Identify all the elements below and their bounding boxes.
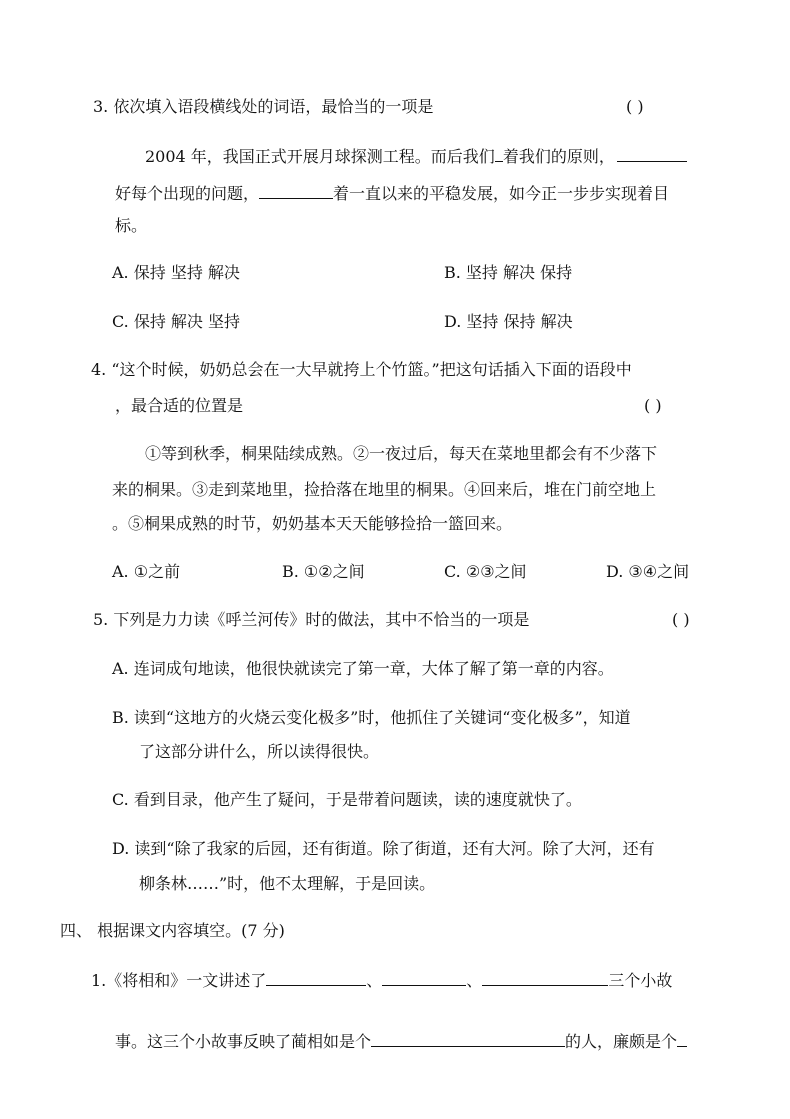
q5-option-b-line-1[interactable]: B. 读到“这地方的火烧云变化极多”时，他抓住了关键词“变化极多”，知道 — [112, 708, 631, 727]
q5-option-d-line-2: 柳条林……”时，他不太理解，于是回读。 — [139, 874, 436, 893]
q5-answer-paren[interactable]: ( ) — [672, 610, 690, 629]
s4-q1-separator: 、 — [366, 971, 383, 990]
s4-q1-blank-2[interactable] — [382, 969, 466, 986]
q4-option-d[interactable]: D. ③④之间 — [606, 562, 690, 581]
q3-blank-1[interactable] — [495, 145, 503, 162]
q3-option-b[interactable]: B. 坚持 解决 保持 — [444, 263, 573, 282]
q3-blank-2[interactable] — [617, 145, 687, 162]
q4-passage-line-1: ①等到秋季，桐果陆续成熟。②一夜过后，每天在菜地里都会有不少落下 — [145, 444, 658, 463]
s4-q1-blank-4[interactable] — [371, 1030, 565, 1047]
s4-q1-blank-3[interactable] — [482, 969, 608, 986]
q3-title: 3. 依次填入语段横线处的词语，最恰当的一项是 — [93, 97, 434, 116]
s4-q1-text: 事。这三个小故事反映了蔺相如是个 — [115, 1032, 372, 1051]
q3-passage-text: 2004 年，我国正式开展月球探测工程。而后我们 — [145, 147, 495, 166]
q5-option-c[interactable]: C. 看到目录，他产生了疑问，于是带着问题读，读的速度就快了。 — [112, 790, 582, 809]
q3-option-c[interactable]: C. 保持 解决 坚持 — [112, 312, 241, 331]
q4-title-line-2: ，最合适的位置是 — [115, 396, 244, 415]
q3-option-a[interactable]: A. 保持 坚持 解决 — [112, 263, 240, 282]
section-4-heading: 四、 根据课文内容填空。(7 分) — [60, 921, 285, 940]
q4-answer-paren[interactable]: ( ) — [644, 396, 662, 415]
q5-option-a[interactable]: A. 连词成句地读，他很快就读完了第一章，大体了解了第一章的内容。 — [112, 659, 614, 678]
q4-option-a[interactable]: A. ①之前 — [112, 562, 181, 581]
s4-q1-line-1 — [91, 969, 672, 992]
q4-passage-line-2: 来的桐果。③走到菜地里，捡拾落在地里的桐果。④回来后，堆在门前空地上 — [112, 480, 657, 499]
q3-passage-line-3: 标。 — [115, 216, 148, 235]
s4-q1-text: 1.《将相和》一文讲述了 — [91, 971, 267, 990]
q3-passage-text: 着一直以来的平稳发展，如今正一步步实现着目 — [333, 184, 670, 203]
q3-passage-text: 着我们的原则， — [502, 147, 615, 166]
q3-passage-line-1 — [145, 145, 687, 168]
q4-option-c[interactable]: C. ②③之间 — [444, 562, 527, 581]
q5-option-b-line-2: 了这部分讲什么，所以读得很快。 — [139, 742, 380, 761]
q4-option-b[interactable]: B. ①②之间 — [282, 562, 365, 581]
q5-option-d-line-1[interactable]: D. 读到“除了我家的后园，还有街道。除了街道，还有大河。除了大河，还有 — [112, 839, 655, 858]
s4-q1-line-2 — [115, 1030, 687, 1053]
q3-option-d[interactable]: D. 坚持 保持 解决 — [444, 312, 573, 331]
q4-passage-line-3: 。⑤桐果成熟的时节，奶奶基本天天能够捡拾一篮回来。 — [112, 514, 513, 533]
q3-passage-text: 好每个出现的问题， — [115, 184, 260, 203]
q3-passage-line-2 — [115, 182, 669, 205]
q3-answer-paren[interactable]: ( ) — [626, 97, 644, 116]
s4-q1-blank-1[interactable] — [266, 969, 366, 986]
s4-q1-blank-5[interactable] — [677, 1030, 687, 1047]
s4-q1-text: 三个小故 — [608, 971, 673, 990]
q3-blank-3[interactable] — [259, 182, 333, 199]
q5-title: 5. 下列是力力读《呼兰河传》时的做法，其中不恰当的一项是 — [93, 610, 530, 629]
s4-q1-text: 的人，廉颇是个 — [565, 1032, 678, 1051]
q4-title-line-1: 4. “这个时候，奶奶总会在一大早就挎上个竹篮。”把这句话插入下面的语段中 — [91, 360, 632, 379]
s4-q1-separator: 、 — [466, 971, 483, 990]
